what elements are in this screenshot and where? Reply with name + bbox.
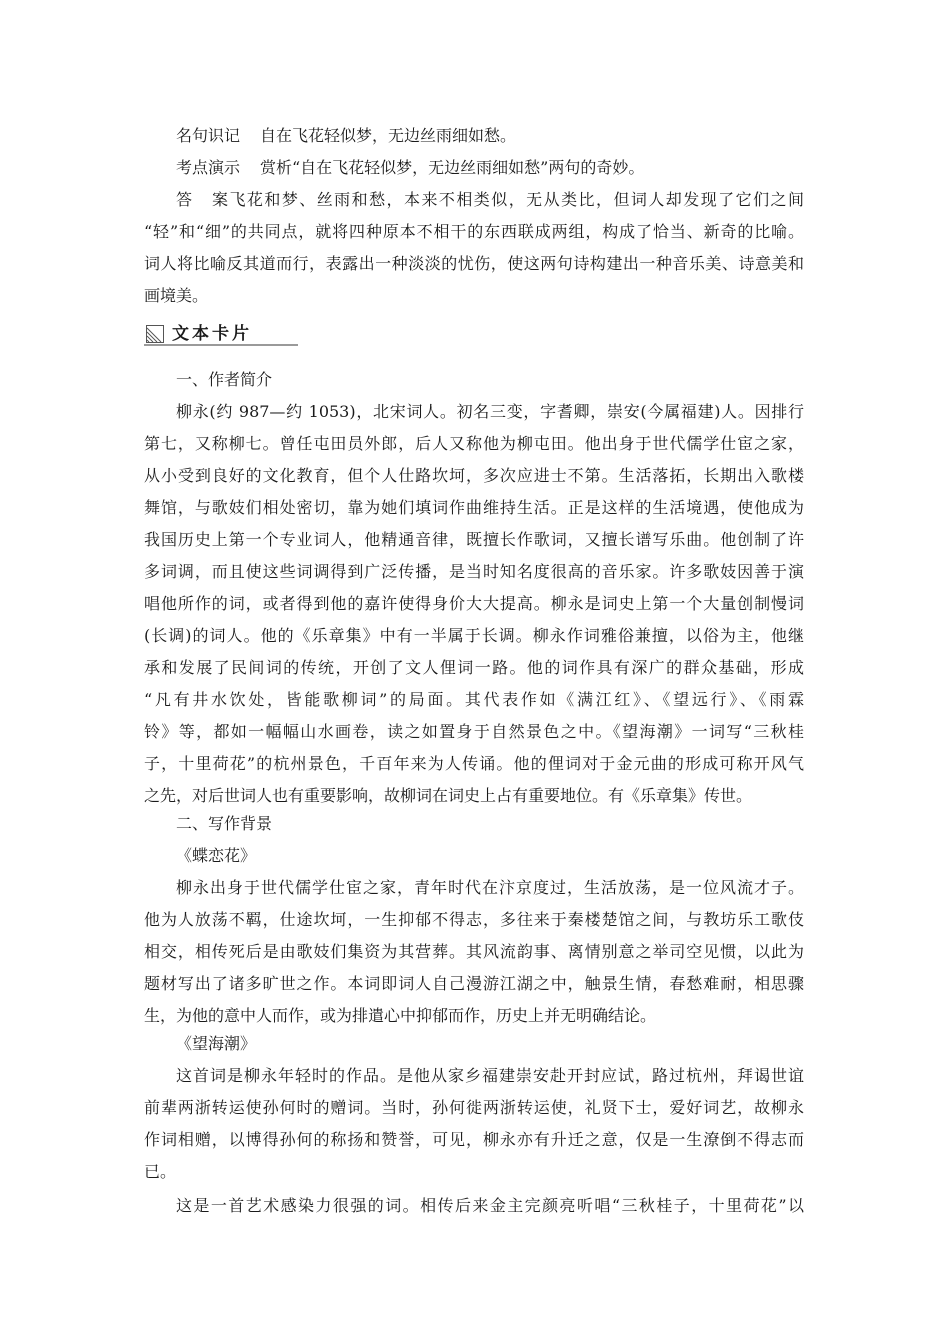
paragraph-line: 前辈两浙转运使孙何时的赠词。当时，孙何徙两浙转运使，礼贤下士，爱好词艺，故柳永 <box>144 1098 804 1117</box>
exam-point-row <box>176 158 836 178</box>
answer-line: 词人将比喻反其道而行，表露出一种淡淡的忧伤，使这两句诗构建出一种音乐美、诗意美和 <box>144 254 804 273</box>
paragraph-line: 第七，又称柳七。曾任屯田员外郎，后人又称他为柳屯田。他出身于世代儒学仕宦之家， <box>144 434 804 453</box>
text-card-divider <box>144 344 298 346</box>
paragraph-line: “凡有井水饮处，皆能歌柳词”的局面。其代表作如《满江红》、《望远行》、《雨霖 <box>144 690 804 709</box>
poem-title: 《蝶恋花》 <box>176 846 257 865</box>
paragraph-line: 我国历史上第一个专业词人，他精通音律，既擅长作歌词，又擅长谱写乐曲。他创制了许 <box>144 530 804 549</box>
paragraph-line: 生，为他的意中人而作，或为排遣心中抑郁而作，历史上并无明确结论。 <box>144 1006 657 1025</box>
answer-row <box>176 190 804 210</box>
famous-line-text: 自在飞花轻似梦，无边丝雨细如愁。 <box>260 126 517 145</box>
hatched-square-icon <box>146 325 164 343</box>
paragraph-line: 之先，对后世词人也有重要影响，故柳词在词史上占有重要地位。有《乐章集》传世。 <box>144 786 753 805</box>
paragraph-line: 这首词是柳永年轻时的作品。是他从家乡福建崇安赴开封应试，路过杭州，拜谒世谊 <box>176 1066 804 1085</box>
section-heading: 一、作者简介 <box>176 370 273 389</box>
paragraph-line: 多词调，而且使这些词调得到广泛传播，是当时知名度很高的音乐家。许多歌妓因善于演 <box>144 562 804 581</box>
paragraph-line: 题材写出了诸多旷世之作。本词即词人自己漫游江湖之中，触景生情，春愁难耐，相思骤 <box>144 974 804 993</box>
section-heading: 二、写作背景 <box>176 814 273 833</box>
paragraph-line: (长调)的词人。他的《乐章集》中有一半属于长调。柳永作词雅俗兼擅，以俗为主，他继 <box>144 626 804 645</box>
paragraph-line: 已。 <box>144 1162 177 1181</box>
paragraph-line: 柳永出身于世代儒学仕宦之家，青年时代在汴京度过，生活放荡，是一位风流才子。 <box>176 878 804 897</box>
paragraph-line: 子，十里荷花”的杭州景色，千百年来为人传诵。他的俚词对于金元曲的形成可称开风气 <box>144 754 804 773</box>
text-card-title: 文本卡片 <box>172 324 252 344</box>
paragraph-line: 柳永(约 987—约 1053)，北宋词人。初名三变，字耆卿，崇安(今属福建)人。因排行 <box>176 402 804 421</box>
famous-line-label: 名句识记 <box>176 126 241 145</box>
text-card-header <box>144 322 298 348</box>
paragraph-line: 舞馆，与歌妓们相处密切，靠为她们填词作曲维持生活。正是这样的生活境遇，使他成为 <box>144 498 804 517</box>
famous-line-row <box>176 126 836 146</box>
paragraph-line: 相交，相传死后是由歌妓们集资为其营葬。其风流韵事、离情别意之举司空见惯，以此为 <box>144 942 804 961</box>
answer-line: 画境美。 <box>144 286 209 305</box>
paragraph-line: 作词相赠，以博得孙何的称扬和赞誉，可见，柳永亦有升迁之意，仅是一生潦倒不得志而 <box>144 1130 804 1149</box>
paragraph-line: 他为人放荡不羁，仕途坎坷，一生抑郁不得志，多往来于秦楼楚馆之间，与教坊乐工歌伎 <box>144 910 804 929</box>
answer-line: 飞花和梦、丝雨和愁，本来不相类似，无从类比，但词人却发现了它们之间 <box>228 190 804 209</box>
exam-point-text: 赏析“自在飞花轻似梦，无边丝雨细如愁”两句的奇妙。 <box>260 158 645 177</box>
answer-line: “轻”和“细”的共同点，就将四种原本不相干的东西联成两组，构成了恰当、新奇的比喻。 <box>144 222 804 241</box>
paragraph-line: 这是一首艺术感染力很强的词。相传后来金主完颜亮听唱“三秋桂子，十里荷花”以 <box>176 1196 804 1215</box>
poem-title: 《望海潮》 <box>176 1034 257 1053</box>
paragraph-line: 承和发展了民间词的传统，开创了文人俚词一路。他的词作具有深广的群众基础，形成 <box>144 658 804 677</box>
answer-label: 答案 <box>176 190 228 209</box>
paragraph-line: 铃》等，都如一幅幅山水画卷，读之如置身于自然景色之中。《望海潮》一词写“三秋桂 <box>144 722 804 741</box>
paragraph-line: 唱他所作的词，或者得到他的嘉许使得身价大大提高。柳永是词史上第一个大量创制慢词 <box>144 594 804 613</box>
paragraph-line: 从小受到良好的文化教育，但个人仕路坎坷，多次应进士不第。生活落拓，长期出入歌楼 <box>144 466 804 485</box>
exam-point-label: 考点演示 <box>176 158 241 177</box>
